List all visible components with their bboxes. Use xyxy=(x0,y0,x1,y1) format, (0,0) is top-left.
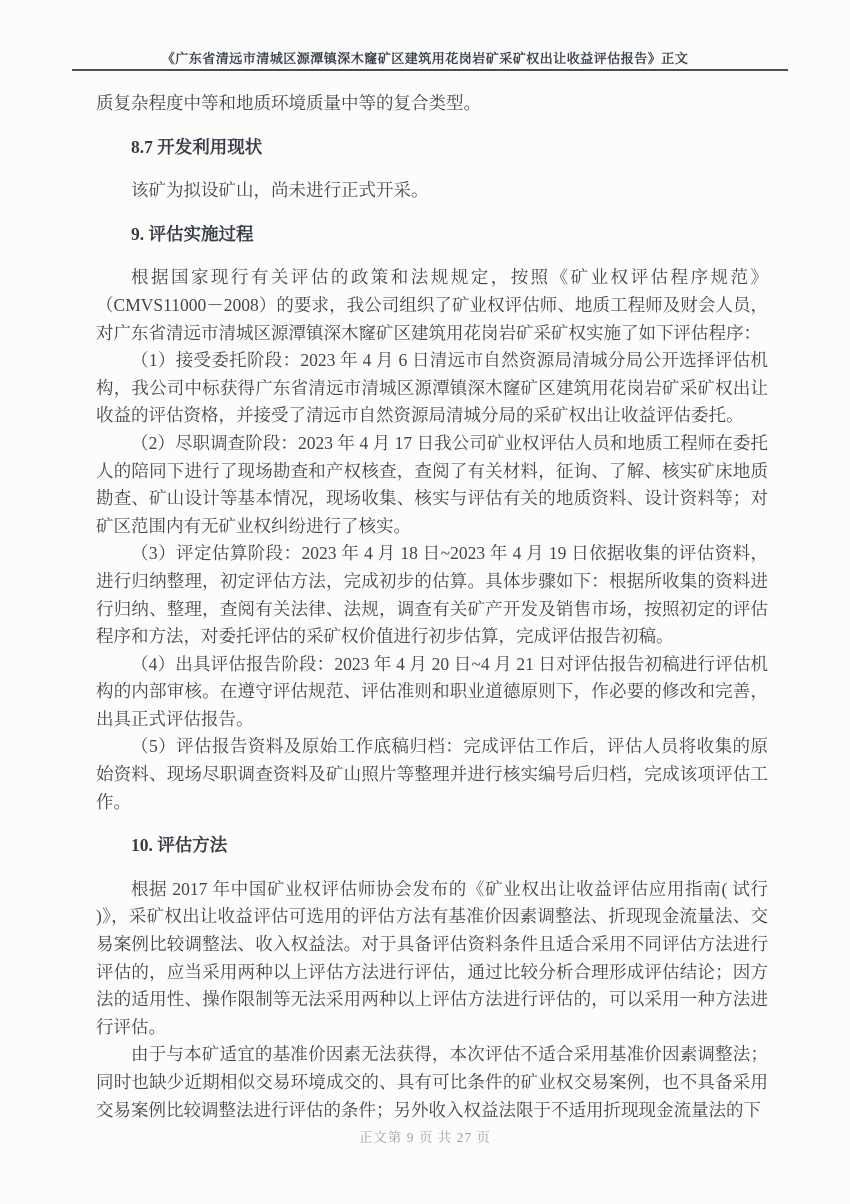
page-number: 正文第 9 页 共 27 页 xyxy=(358,1130,492,1145)
paragraph: 该矿为拟设矿山，尚未进行正式开采。 xyxy=(131,180,429,201)
paragraph-step-2: （2）尽职调查阶段：2023 年 4 月 17 日我公司矿业权评估人员和地质工程师在委托人的陪同下进行了现场勘查和产权核查，查阅了有关材料，征询、了解、核实矿床地质勘查、矿山设计等基本情况，现场收集、核实与评估有关的地质资料、设计资料等；对矿区范围内有无矿业权纠纷进行了核实。 xyxy=(96,432,768,536)
paragraph-step-1: （1）接受委托阶段：2023 年 4 月 6 日清远市自然资源局清城分局公开选择评估机构，我公司中标获得广东省清远市清城区源潭镇深木窿矿区建筑用花岗岩矿采矿权出让收益的评估资格，并接受了清远市自然资源局清城分局的采矿权出让收益评估委托。 xyxy=(96,350,768,426)
header-title: 《广东省清远市清城区源潭镇深木窿矿区建筑用花岗岩矿采矿权出让收益评估报告》正文 xyxy=(161,51,689,66)
section-heading-8-7: 8.7 开发利用现状 xyxy=(131,136,263,157)
paragraph: 根据国家现行有关评估的政策和法规规定，按照《矿业权评估程序规范》（CMVS11000－2008）的要求，我公司组织了矿业权评估师、地质工程师及财会人员，对广东省清远市清城区源潭镇深木窿矿区建筑用花岗岩矿采矿权实施了如下评估程序： xyxy=(96,267,768,343)
paragraph: 根据 2017 年中国矿业权评估师协会发布的《矿业权出让收益评估应用指南( 试行 )》，采矿权出让收益评估可选用的评估方法有基准价因素调整法、折现现金流量法、交易案例比较调整法、收入权益法。对于具备评估资料条件且适合采用不同评估方法进行评估的，应当采用两种以上评估方法进行评估，通过比较分析合理形成评估结论；因方法的适用性、操作限制等无法采用两种以上评估方法进行评估的，可以采用一种方法进行评估。 xyxy=(96,878,768,1037)
section-heading-9: 9. 评估实施过程 xyxy=(131,223,254,244)
paragraph-continuation: 质复杂程度中等和地质环境质量中等的复合类型。 xyxy=(96,93,481,113)
page-footer xyxy=(0,1126,850,1146)
paragraph: 由于与本矿适宜的基准价因素无法获得，本次评估不适合采用基准价因素调整法；同时也缺少近期相似交易环境成交的、具有可比条件的矿业权交易案例，也不具备采用交易案例比较调整法进行评估的条件；另外收入权益法限于不适用折现现金流量法的下 xyxy=(96,1044,768,1120)
paragraph-step-5: （5）评估报告资料及原始工作底稿归档：完成评估工作后，评估人员将收集的原始资料、现场尽职调查资料及矿山照片等整理并进行核实编号后归档，完成该项评估工作。 xyxy=(96,736,768,812)
section-heading-10: 10. 评估方法 xyxy=(131,835,228,856)
header-divider xyxy=(72,69,788,71)
paragraph-step-3: （3）评定估算阶段：2023 年 4 月 18 日~2023 年 4 月 19 日依据收集的评估资料，进行归纳整理，初定评估方法，完成初步的估算。具体步骤如下：根据所收集的资料进行归纳、整理，查阅有关法律、法规，调查有关矿产开发及销售市场，按照初定的评估程序和方法，对委托评估的采矿权价值进行初步估算，完成评估报告初稿。 xyxy=(96,543,768,647)
document-body xyxy=(96,90,768,1124)
paragraph-step-4: （4）出具评估报告阶段：2023 年 4 月 20 日~4 月 21 日对评估报告初稿进行评估机构的内部审核。在遵守评估规范、评估准则和职业道德原则下，作必要的修改和完善，出具正式评估报告。 xyxy=(96,653,768,729)
